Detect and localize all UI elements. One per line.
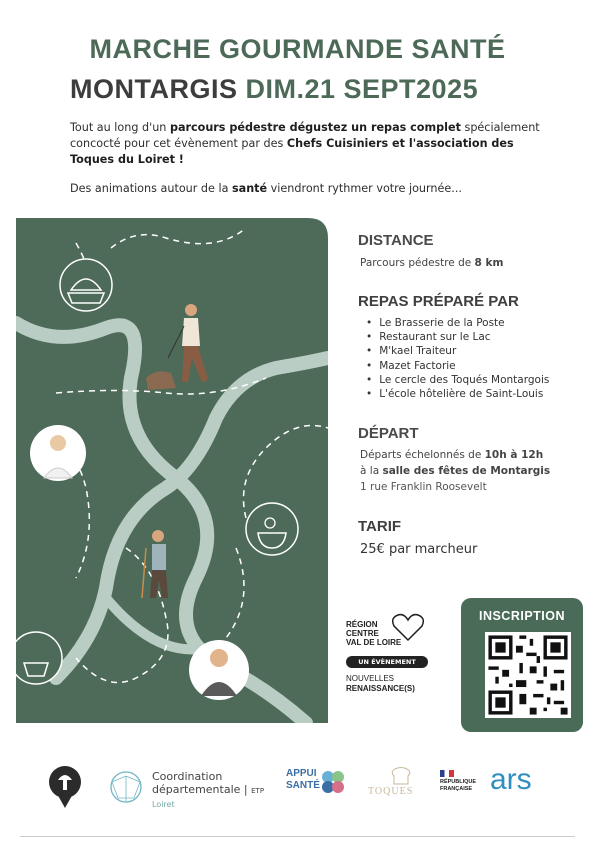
coordination-line: Loiret <box>152 800 175 809</box>
depart-times <box>360 448 543 463</box>
network-globe-icon <box>104 770 148 804</box>
region-name-line: RÉGION <box>346 620 378 629</box>
animation-paragraph <box>70 181 540 197</box>
intro-bold: parcours pédestre dégustez un repas complet <box>169 121 461 134</box>
chef-item: • M'kael Traiteur <box>366 344 549 358</box>
flag-icon <box>440 770 454 777</box>
region-heart-icon <box>390 612 426 642</box>
inscription-box <box>461 598 583 732</box>
distance-label: Parcours pédestre de <box>360 257 475 269</box>
mushroom-pin-logo <box>46 764 84 810</box>
toques-logo: TOQUES <box>368 786 414 797</box>
nouvelles-line: NOUVELLES <box>346 674 395 683</box>
venue-name: salle des fêtes de Montargis <box>382 465 551 477</box>
distance-value: 8 km <box>474 257 504 269</box>
chef-item: • Restaurant sur le Lac <box>366 330 549 344</box>
region-name-line: CENTRE <box>346 629 379 638</box>
flower-icon <box>318 768 348 794</box>
title-line-2 <box>70 74 478 105</box>
coordination-line: départementale <box>152 783 241 796</box>
intro-bold: Chefs Cuisiniers et l'association des Toques du Loiret ! <box>70 137 514 166</box>
title-line-1: MARCHE GOURMANDE SANTÉ <box>89 34 506 64</box>
sante-line: SANTÉ <box>286 780 320 791</box>
repas-title: REPAS PRÉPARÉ PAR <box>358 293 519 310</box>
depart-hours: 10h à 12h <box>484 449 544 461</box>
region-name-line: VAL DE LOIRE <box>346 638 402 647</box>
title-city: MONTARGIS <box>70 74 238 104</box>
depart-venue <box>360 464 550 479</box>
chef-item: • Mazet Factorie <box>366 359 549 373</box>
coordination-etp: ETP <box>251 787 265 795</box>
republique-francaise-logo <box>440 770 476 793</box>
nouvelles-renaissances-logo <box>346 674 415 694</box>
chef-item: • Le Brasserie de la Poste <box>366 316 549 330</box>
depart-title: DÉPART <box>358 425 419 442</box>
chef-item: • Le cercle des Toqués Montargois <box>366 373 549 387</box>
rf-line: RÉPUBLIQUE <box>440 779 477 785</box>
intro-text: Tout au long d'un <box>70 121 170 134</box>
appui-line: APPUI <box>286 768 317 779</box>
coordination-line: Coordination <box>152 770 223 783</box>
depart-address: 1 rue Franklin Roosevelt <box>360 481 487 493</box>
depart-label: Départs échelonnés de <box>360 449 485 461</box>
intro-paragraph <box>70 120 540 168</box>
region-logo <box>346 612 428 702</box>
partner-logos <box>0 758 595 818</box>
tarif-price: 25€ par marcheur <box>360 542 478 557</box>
rf-line: FRANÇAISE <box>440 786 473 792</box>
chef-list <box>366 316 549 401</box>
inscription-label: INSCRIPTION <box>478 609 566 623</box>
event-badge: UN ÉVÈNEMENT <box>346 656 428 668</box>
renaissances-line: RENAISSANCE(S) <box>346 684 415 693</box>
route-map-illustration <box>16 218 328 723</box>
distance-text <box>360 256 503 271</box>
depart-label: à la <box>360 465 383 477</box>
tarif-title: TARIF <box>358 518 402 535</box>
title-date: DIM.21 SEPT2025 <box>245 74 479 104</box>
chef-hat-icon <box>388 766 414 786</box>
distance-title: DISTANCE <box>358 232 434 249</box>
intro-text: Des animations autour de la <box>70 182 232 195</box>
intro-text: spécialement concocté pour cet évènement par des <box>70 121 540 150</box>
intro-text: viendront rythmer votre journée... <box>267 182 462 195</box>
appui-sante-logo <box>286 768 320 792</box>
qr-code[interactable] <box>485 632 571 718</box>
coordination-logo: Coordination départementale | ETP Loiret <box>152 770 265 809</box>
footer-divider <box>20 836 575 837</box>
chef-item: • L'école hôtelière de Saint-Louis <box>366 387 549 401</box>
intro-bold: santé <box>232 182 268 195</box>
ars-logo: ars <box>490 763 532 796</box>
